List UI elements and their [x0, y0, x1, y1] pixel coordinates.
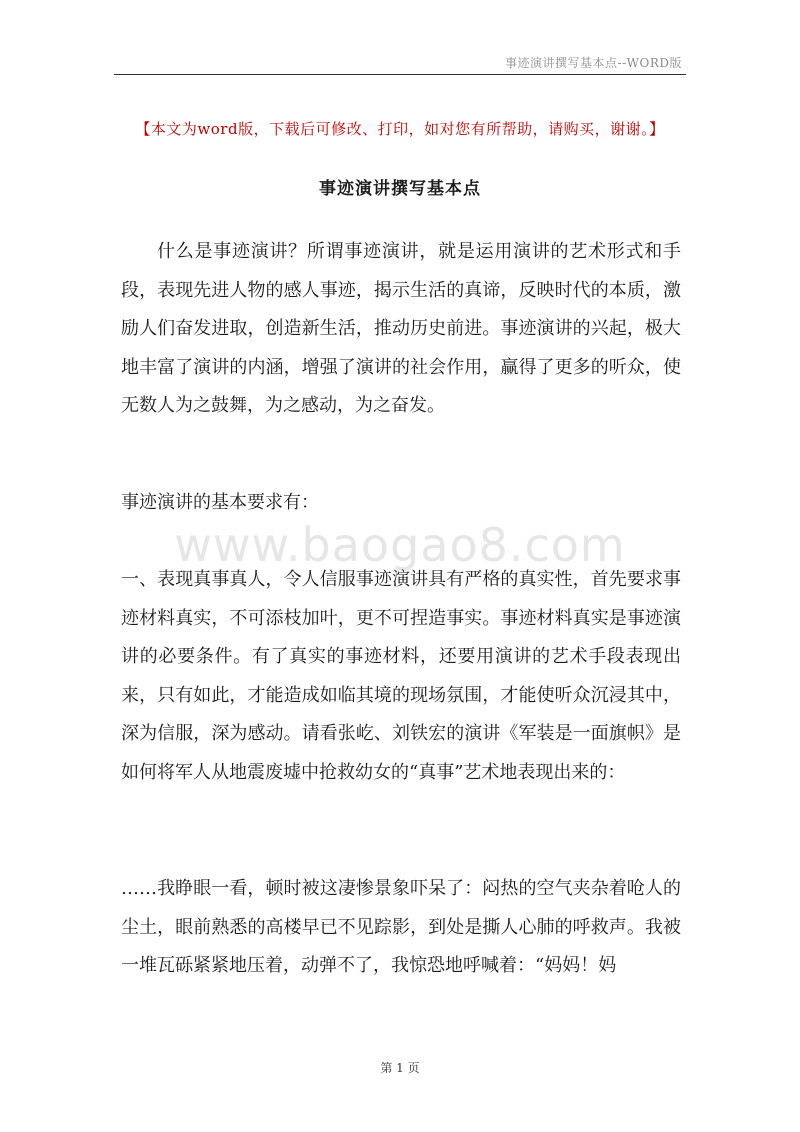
document-title: 事迹演讲撰写基本点 — [319, 179, 481, 199]
paragraph-quote: ……我睁眼一看，顿时被这凄惨景象吓呆了：闷热的空气夹杂着呛人的尘土，眼前熟悉的高楼早已不见踪影，到处是撕人心肺的呼救声。我被一堆瓦砾紧紧地压着，动弹不了，我惊恐地呼喊着：“妈妈！妈 — [121, 878, 681, 976]
running-header: 事迹演讲撰写基本点--WORD版 — [505, 56, 682, 70]
site-watermark: www.baogao8.com — [174, 518, 626, 572]
purchase-notice: 【本文为word版，下载后可修改、打印，如对您有所帮助，请购买，谢谢。】 — [135, 120, 665, 138]
paragraph-requirements-heading: 事迹演讲的基本要求有： — [121, 492, 319, 513]
page-number: 第 1 页 — [380, 1061, 420, 1075]
header-divider — [114, 74, 686, 75]
paragraph-requirement-one: 一、表现真事真人，令人信服事迹演讲具有严格的真实性，首先要求事迹材料真实，不可添枝加叶，更不可捏造事实。事迹材料真实是事迹演讲的必要条件。有了真实的事迹材料，还要用演讲的艺术手段表现出来，只有如此，才能造成如临其境的现场氛围，才能使听众沉浸其中，深为信服，深为感动。请看张屹、刘铁宏的演讲《军装是一面旗帜》是如何将军人从地震废墟中抢救幼女的“真事”艺术地表现出来的： — [121, 569, 681, 783]
paragraph-intro: 什么是事迹演讲？所谓事迹演讲，就是运用演讲的艺术形式和手段，表现先进人物的感人事迹，揭示生活的真谛，反映时代的本质，激励人们奋发进取，创造新生活，推动历史前进。事迹演讲的兴起，极大地丰富了演讲的内涵，增强了演讲的社会作用，赢得了更多的听众，使无数人为之鼓舞，为之感动，为之奋发。 — [121, 241, 681, 416]
